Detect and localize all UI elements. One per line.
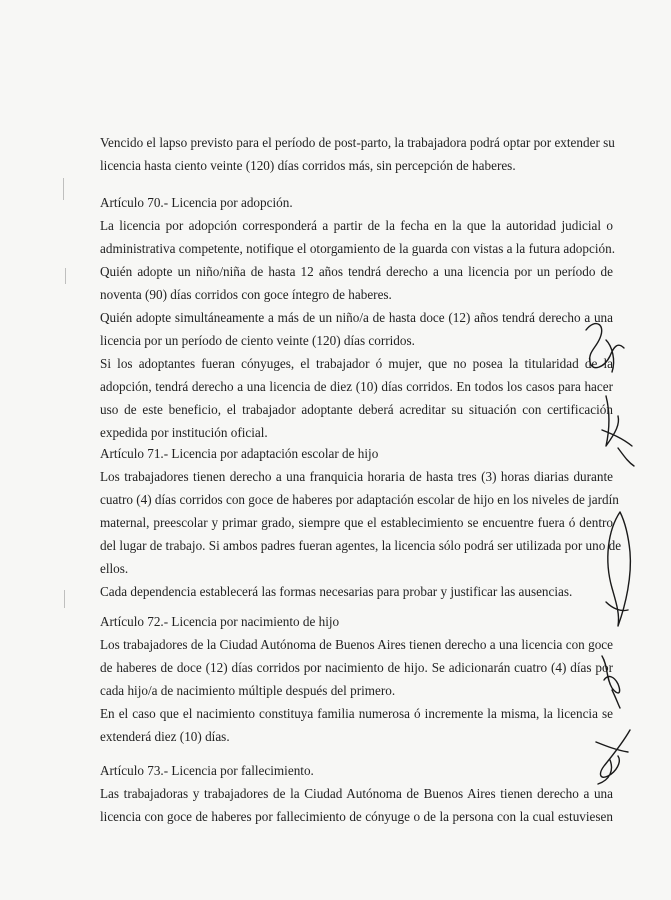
text-line: uso de este beneficio, el trabajador adoptante deberá acreditar su situación con certificación	[100, 402, 613, 417]
text-line: maternal, preescolar y primar grado, siempre que el establecimiento se encuentre fuera ó dentro	[100, 515, 613, 530]
text-line: licencia hasta ciento veinte (120) días corridos más, sin percepción de haberes.	[100, 158, 516, 173]
article-heading: Artículo 72.- Licencia por nacimiento de hijo	[100, 614, 340, 629]
article-73	[100, 762, 613, 831]
text-line: administrativa competente, notifique el otorgamiento de la guarda con vistas a la futura adopción.	[100, 241, 616, 256]
text-line: Cada dependencia establecerá las formas necesarias para probar y justificar las ausencias.	[100, 584, 573, 599]
scan-margin-mark	[65, 268, 66, 284]
text-line: licencia por un período de ciento veinte (120) días corridos.	[100, 333, 415, 348]
text-line: Quién adopte simultáneamente a más de un niño/a de hasta doce (12) años tendrá derecho a una	[100, 310, 613, 325]
article-heading: Artículo 73.- Licencia por fallecimiento.	[100, 763, 314, 778]
text-line: cada hijo/a de nacimiento múltiple después del primero.	[100, 683, 396, 698]
text-line: de haberes de doce (12) días corridos por nacimiento de hijo. Se adicionarán cuatro (4) días por	[100, 660, 613, 675]
article-heading: Artículo 70.- Licencia por adopción.	[100, 195, 293, 210]
text-line: extenderá diez (10) días.	[100, 729, 230, 744]
scan-margin-mark	[64, 590, 65, 608]
text-line: Quién adopte un niño/niña de hasta 12 años tendrá derecho a una licencia por un período de	[100, 264, 613, 279]
scan-margin-mark	[63, 178, 64, 200]
text-line: licencia con goce de haberes por fallecimiento de cónyuge o de la persona con la cual estuviesen	[100, 809, 613, 824]
text-line: ellos.	[100, 561, 129, 576]
text-line: En el caso que el nacimiento constituya familia numerosa ó incremente la misma, la licencia se	[100, 706, 613, 721]
article-70	[100, 194, 616, 447]
article-heading: Artículo 71.- Licencia por adaptación escolar de hijo	[100, 446, 379, 461]
text-line: Si los adoptantes fueran cónyuges, el trabajador ó mujer, que no posea la titularidad de la	[100, 356, 613, 371]
text-line: noventa (90) días corridos con goce íntegro de haberes.	[100, 287, 392, 302]
text-line: Vencido el lapso previsto para el período de post-parto, la trabajadora podrá optar por extender su	[100, 135, 615, 150]
text-line: adopción, tendrá derecho a una licencia de diez (10) días corridos. En todos los casos para hacer	[100, 379, 613, 394]
article-71	[100, 445, 622, 606]
text-line: Los trabajadores tienen derecho a una franquicia horaria de hasta tres (3) horas diarias durante	[100, 469, 613, 484]
text-line: Los trabajadores de la Ciudad Autónoma de Buenos Aires tienen derecho a una licencia con goce	[100, 637, 613, 652]
text-line: Las trabajadoras y trabajadores de la Ciudad Autónoma de Buenos Aires tienen derecho a una	[100, 786, 613, 801]
text-line: expedida por institución oficial.	[100, 425, 268, 440]
text-line: La licencia por adopción corresponderá a partir de la fecha en la que la autoridad judicial o	[100, 218, 613, 233]
article-72	[100, 613, 613, 751]
intro-paragraph	[100, 134, 613, 180]
text-line: del lugar de trabajo. Si ambos padres fueran agentes, la licencia sólo podrá ser utilizada por uno de	[100, 538, 622, 553]
text-line: cuatro (4) días corridos con goce de haberes por adaptación escolar de hijo en los niveles de jardín	[100, 492, 619, 507]
